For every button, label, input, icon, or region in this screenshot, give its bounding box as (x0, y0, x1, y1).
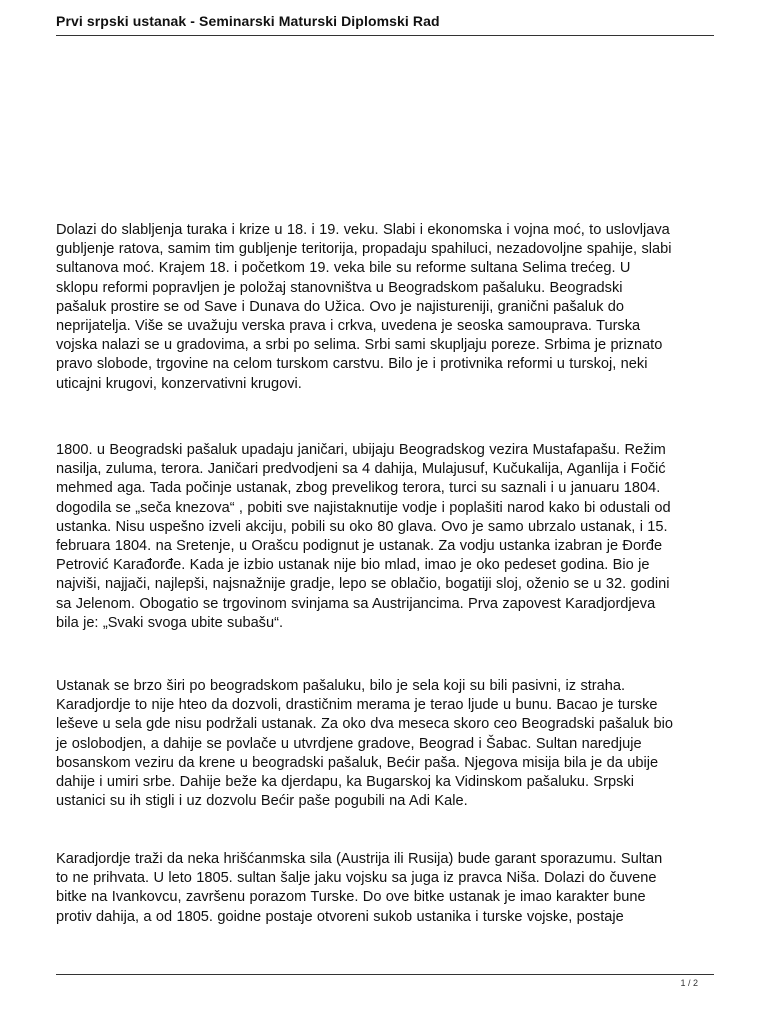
paragraph-line: 1800. u Beogradski pašaluk upadaju janičari, ubijaju Beogradskog vezira Mustafapašu. Režim (56, 442, 666, 458)
paragraph-3 (56, 677, 716, 811)
paragraph-line: Karadjordje to nije hteo da dozvoli, drastičnim merama je terao ljude u bunu. Bacao je turske (56, 697, 658, 714)
paragraph-line: neprijatelja. Više se uvažuju verska prava i crkva, uvedena je seoska samouprava. Turska (56, 318, 641, 335)
paragraph-line: mehmed aga. Tada počinje ustanak, zbog prevelikog terora, turci su saznali i u januaru 1804. (56, 480, 661, 497)
paragraph-line: bosanskom veziru da krene u beogradski pašaluk, Bećir paša. Njegova misija bila je da ubije (56, 754, 659, 771)
paragraph-line: je oslobodjen, a dahije se povlače u utvrdjene gradove, Beograd i Šabac. Sultan naredjuje (56, 735, 642, 752)
paragraph-line: Ustanak se brzo širi po beogradskom pašaluku, bilo je sela koji su bili pasivni, iz straha. (56, 678, 626, 694)
paragraph-line: protiv dahija, a od 1805. goidne postaje otvoreni sukob ustanika i turske vojske, postaje (56, 908, 624, 925)
footer-divider (56, 974, 714, 975)
paragraph-line: najviši, najjači, najlepši, najsnažnije gradje, lepo se oblačio, bogatiji sloj, oženio se u 32. godini (56, 576, 670, 593)
paragraph-line: Dolazi do slabljenja turaka i krize u 18. i 19. veku. Slabi i ekonomska i vojna moć, to uslovljava (56, 222, 670, 238)
paragraph-line: sa Jelenom. Obogatio se trgovinom svinjama sa Austrijancima. Prva zapovest Karadjordjeva (56, 595, 656, 612)
page-header-title: Prvi srpski ustanak - Seminarski Maturski Diplomski Rad (56, 13, 440, 29)
page-number: 1 / 2 (680, 978, 698, 988)
paragraph-line: pašaluk prostire se od Save i Dunava do Užica. Ovo je najistureniji, granični pašaluk do (56, 298, 624, 315)
paragraph-line: dahije i umiri srbe. Dahije beže ka djerdapu, ka Bugarskoj ka Vidinskom pašaluku. Srpski (56, 774, 634, 791)
paragraph-1 (56, 221, 716, 394)
paragraph-line: februara 1804. na Sretenje, u Orašcu podignut je ustanak. Za vodju ustanka izabran je Đorđe (56, 538, 663, 555)
paragraph-line: gubljenje ratova, samim tim gubljenje teritorija, propadaju spahiluci, nezadovoljne spahije, slabi (56, 241, 672, 258)
paragraph-line: nasilja, zuluma, terora. Janičari predvodjeni sa 4 dahija, Mulajusuf, Kučukalija, Aganlija i Fočić (56, 461, 666, 478)
paragraph-line: bila je: „Svaki svoga ubite subašu“. (56, 614, 284, 631)
paragraph-line: dogodila se „seča knezova“ , pobiti sve najistaknutije vodje i poplašiti narod kako bi odustali od (56, 499, 671, 516)
paragraph-2 (56, 441, 716, 633)
paragraph-line: leševe u sela gde nisu podržali ustanak. Za oko dva meseca skoro ceo Beogradski pašaluk bio (56, 716, 673, 733)
paragraph-line: Karadjordje traži da neka hrišćanmska sila (Austrija ili Rusija) bude garant sporazumu. Sultan (56, 851, 663, 867)
paragraph-line: to ne prihvata. U leto 1805. sultan šalje jaku vojsku sa juga iz pravca Niša. Dolazi do čuvene (56, 870, 657, 887)
paragraph-4 (56, 850, 716, 927)
paragraph-line: uticajni krugovi, konzervativni krugovi. (56, 375, 302, 392)
paragraph-line: pravo slobode, trgovine na celom turskom carstvu. Bilo je i protivnika reformi u turskoj, neki (56, 356, 648, 373)
paragraph-line: ustanici su ih stigli i uz dozvolu Bećir paše pogubili na Adi Kale. (56, 793, 468, 810)
paragraph-line: Petrović Karađorđe. Kada je izbio ustanak nije bio mlad, imao je oko pedeset godina. Bio je (56, 557, 650, 574)
paragraph-line: vojska nalazi se u gradovima, a srbi po selima. Srbi sami skupljaju poreze. Srbima je priznato (56, 337, 663, 354)
paragraph-line: bitke na Ivankovcu, završenu porazom Turske. Do ove bitke ustanak je imao karakter bune (56, 889, 646, 906)
header-divider (56, 35, 714, 36)
paragraph-line: sultanova moć. Krajem 18. i početkom 19. veka bile su reforme sultana Selima trećeg. U (56, 260, 631, 277)
paragraph-line: ustanka. Nisu uspešno izveli akciju, pobili su oko 80 glava. Ovo je samo ubrzalo ustanak, i 15. (56, 518, 668, 535)
paragraph-line: sklopu reformi popravljen je položaj stanovništva u Beogradskom pašaluku. Beogradski (56, 279, 623, 296)
